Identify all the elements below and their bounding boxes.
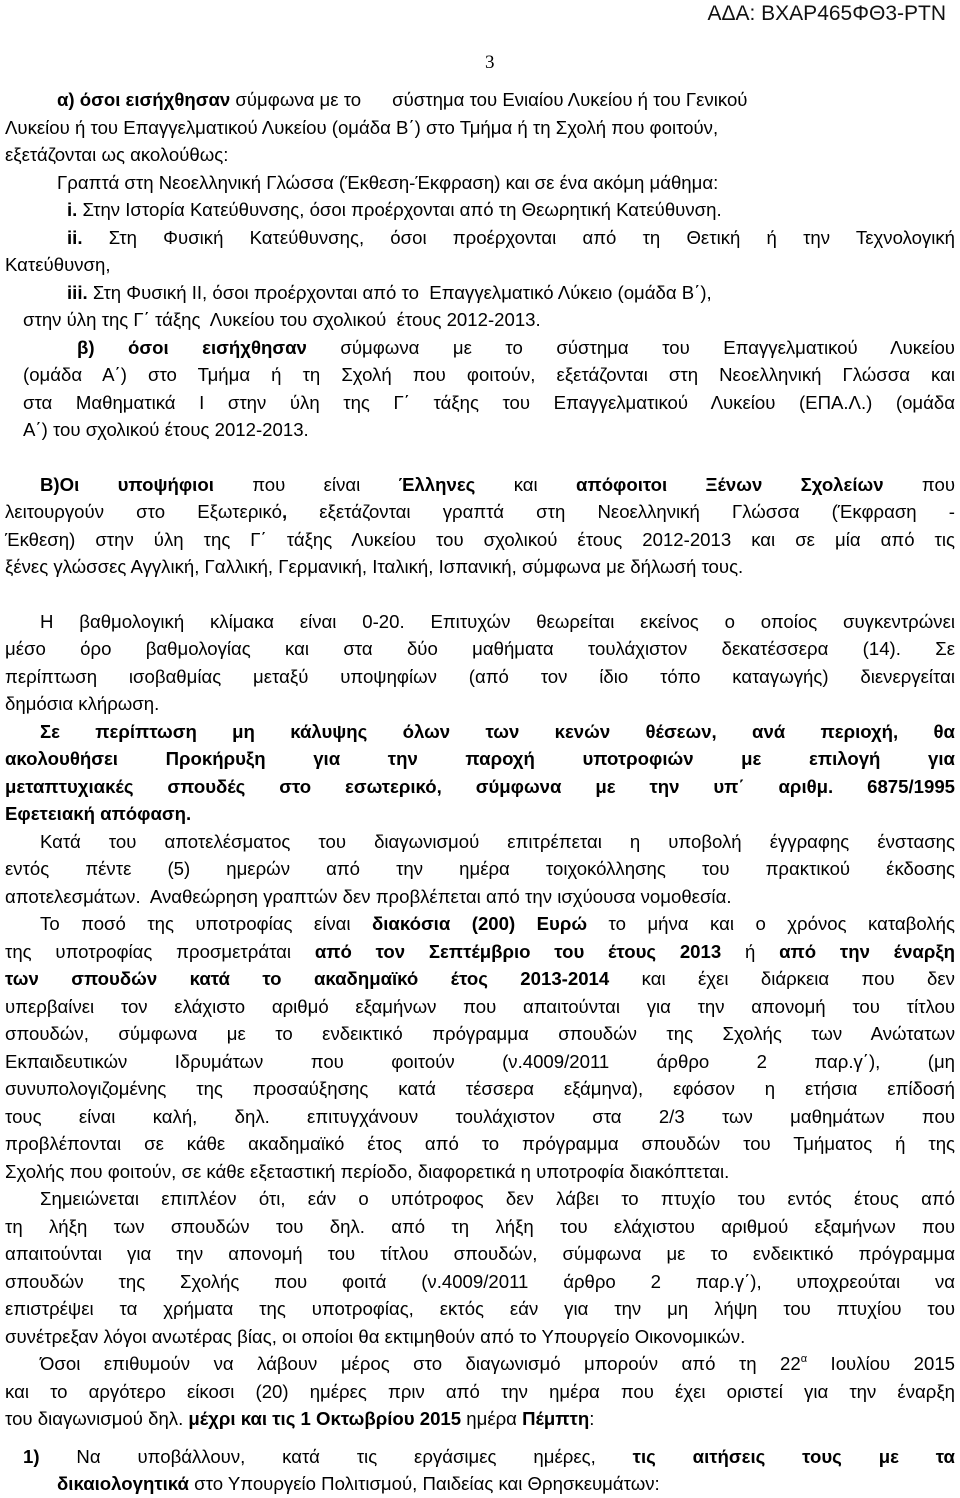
document-body: [5, 86, 955, 1498]
amount-line-5: σπουδών, σύμφωνα με το ενδεικτικό πρόγραμμα σπουδών της Σχολής των Ανώτατων: [5, 1023, 955, 1044]
text-bold: Έλληνες: [398, 473, 476, 495]
text-bold: Β)Οι υποψήφιοι: [40, 473, 214, 495]
section-b-line-1: [5, 334, 955, 362]
text: και: [475, 473, 577, 495]
text-bold: από τον Σεπτέμβριο του έτους 2013: [314, 940, 722, 962]
text: Στην Ιστορία Κατεύθυνσης, όσοι προέρχονται από τη Θεωρητική Κατεύθυνση.: [77, 199, 722, 220]
amount-line-3: [5, 965, 955, 993]
objection-line-1: Κατά του αποτελέσματος του διαγωνισμού επιτρέπεται η υποβολή έγγραφης ένστασης: [40, 830, 955, 852]
amount-line-4: υπερβαίνει τον ελάχιστο αριθμό εξαμήνων που απαιτούνται για την απονομή του τίτλου: [5, 995, 955, 1017]
grading-line-2: μέσο όρο βαθμολογίας και στα δύο μαθήματα τουλάχιστον δεκατέσσερα (14). Σε: [5, 638, 955, 659]
text: εξετάζονται γραπτά στη Νεοελληνική Γλώσσα (Έκφραση -: [287, 501, 956, 522]
note-line-6: συνέτρεξαν λόγοι ανωτέρας βίας, οι οποίοι θα εκτιμηθούν από το Υπουργείο Οικονομικών.: [5, 1325, 746, 1347]
text: και έχει διάρκεια που δεν: [609, 968, 955, 989]
deadline-line-2: και το αργότερο είκοσι (20) ημέρες πριν από την ημέρα που έχει οριστεί για την έναρξη: [5, 1380, 955, 1402]
text: το μήνα και ο χρόνος καταβολής: [587, 913, 955, 934]
list-num: iii.: [67, 281, 88, 303]
text-bold: Πέμπτη: [522, 1408, 590, 1429]
spacer: [5, 581, 955, 608]
text: που είναι: [213, 473, 399, 495]
ada-header: ΑΔΑ: ΒΧΑΡ465ΦΘ3-ΡΤΝ: [707, 2, 946, 25]
section-B-line-4: ξένες γλώσσες Αγγλική, Γαλλική, Γερμανική, Ιταλική, Ισπανική, σύμφωνα με δήλωσή τους.: [5, 556, 744, 577]
text: στο Υπουργείο Πολιτισμού, Παιδείας και Θρησκευμάτων:: [188, 1473, 660, 1494]
amount-line-1: [5, 910, 955, 938]
text: που: [883, 473, 956, 495]
list-item-iii-cont: στην ύλη της Γ΄ τάξης Λυκείου του σχολικού έτους 2012-2013.: [23, 309, 541, 330]
vacancies-line-3: μεταπτυχιακές σπουδές στο εσωτερικό, σύμφωνα με την υπ΄ αριθμ. 6875/1995: [5, 775, 955, 797]
section-a-line-3: εξετάζονται ως ακολούθως:: [5, 144, 229, 165]
grading-line-3: περίπτωση ισοβαθμίας μεταξύ υποψηφίων (από τον ίδιο τόπο καταγωγής) διενεργείται: [5, 665, 955, 687]
list-item-iii: [5, 279, 955, 307]
deadline-line-1: [5, 1350, 955, 1378]
list-num: 1): [23, 1445, 40, 1467]
deadline-line-3: [5, 1405, 955, 1433]
objection-line-2: εντός πέντε (5) ημερών από την ημέρα τοιχοκόλλησης του πρακτικού έκδοσης: [5, 858, 955, 879]
list-item-ii: [5, 224, 955, 252]
section-a-line-1: [5, 86, 955, 114]
grading-line-1: Η βαθμολογική κλίμακα είναι 0-20. Επιτυχών θεωρείται εκείνος ο οποίος συγκεντρώνει: [40, 610, 955, 632]
vacancies-line-4: Εφετειακή απόφαση.: [5, 803, 192, 824]
section-b-line-4: Α΄) του σχολικού έτους 2012-2013.: [23, 419, 309, 440]
item-1-line-2: [5, 1470, 955, 1498]
list-num: ii.: [67, 226, 83, 248]
note-line-5: επιστρέψει τα χρήματα της υποτροφίας, εκτός εάν για την μη λήψη του πτυχίου του: [5, 1298, 955, 1319]
text: Ιουλίου 2015: [807, 1353, 955, 1374]
text: ημέρα: [461, 1408, 523, 1429]
objection-line-3: αποτελεσμάτων. Αναθεώρηση γραπτών δεν προβλέπεται από την ισχύουσα νομοθεσία.: [5, 885, 732, 907]
spacer: [5, 1433, 955, 1443]
grading-line-4: δημόσια κλήρωση.: [5, 693, 160, 714]
note-line-1: Σημειώνεται επιπλέον ότι, εάν ο υπότροφος δεν λάβει το πτυχίο του εντός έτους από: [40, 1188, 955, 1209]
text-bold: διακόσια (200) Ευρώ: [371, 913, 588, 934]
spacer: [5, 444, 955, 471]
text: ή: [721, 940, 780, 962]
list-item-ii-cont: Κατεύθυνση,: [5, 254, 111, 275]
text-bold: απόφοιτοι Ξένων Σχολείων: [576, 473, 884, 495]
text: σύμφωνα με το σύστημα του Ενιαίου Λυκείου ή του Γενικού: [230, 89, 748, 110]
amount-line-2: [5, 938, 955, 966]
text: του διαγωνισμού δηλ.: [5, 1408, 189, 1429]
text: της υποτροφίας προσμετράται: [5, 940, 315, 962]
vacancies-line-2: ακολουθήσει Προκήρυξη για την παροχή υποτροφιών με επιλογή για: [5, 748, 955, 769]
amount-line-7: συνυπολογιζομένης της προσαύξησης κατά τέσσερα εξάμηνα), εφόσον η ετήσια επίδοσή: [5, 1078, 955, 1099]
page-number: 3: [485, 52, 495, 73]
section-b-line-3: στα Μαθηματικά Ι στην ύλη της Γ΄ τάξης του Επαγγελματικού Λυκείου (ΕΠΑ.Λ.) (ομάδα: [23, 391, 955, 413]
amount-line-10: Σχολής που φοιτούν, σε κάθε εξεταστική περίοδο, διαφορετικά η υποτροφία διακόπτεται.: [5, 1160, 730, 1182]
text-bold: των σπουδών κατά το ακαδημαϊκό έτος 2013-2014: [5, 968, 610, 989]
section-a-line-4: Γραπτά στη Νεοελληνική Γλώσσα (Έκθεση-Έκφραση) και σε ένα ακόμη μάθημα:: [57, 171, 719, 193]
section-a-label: α) όσοι εισήχθησαν: [57, 89, 231, 110]
vacancies-line-1: Σε περίπτωση μη κάλυψης όλων των κενών θέσεων, ανά περιοχή, θα: [40, 720, 955, 742]
text: Όσοι επιθυμούν να λάβουν μέρος στο διαγωνισμό μπορούν από τη 22: [40, 1353, 801, 1374]
list-num: i.: [67, 199, 78, 220]
section-B-line-2: [5, 498, 955, 526]
item-1-line-1: [5, 1443, 955, 1471]
superscript: α: [800, 1353, 808, 1365]
text-bold: τις αιτήσεις τους με τα: [632, 1445, 955, 1467]
text-bold: δικαιολογητικά: [57, 1473, 189, 1494]
text: :: [589, 1408, 595, 1429]
text-bold: μέχρι και τις 1 Οκτωβρίου 2015: [188, 1408, 462, 1429]
note-line-4: σπουδών της Σχολής που φοιτά (ν.4009/2011 άρθρο 2 παρ.γ΄), υποχρεούται να: [5, 1270, 955, 1292]
section-b-label: β) όσοι εισήχθησαν: [77, 336, 307, 358]
note-line-2: τη λήξη των σπουδών του δηλ. από τη λήξη του ελάχιστου αριθμού εξαμήνων που: [5, 1215, 955, 1237]
text: Στη Φυσική ΙΙ, όσοι προέρχονται από το Επαγγελματικό Λύκειο (ομάδα Β΄),: [87, 281, 712, 303]
text-bold: ,: [281, 501, 288, 522]
section-B-line-3: Έκθεση) στην ύλη της Γ΄ τάξης Λυκείου του σχολικού έτους 2012-2013 και σε μία από τις: [5, 528, 955, 550]
text: Στη Φυσική Κατεύθυνσης, όσοι προέρχονται από τη Θετική ή την Τεχνολογική: [82, 226, 955, 248]
section-B-line-1: [5, 471, 955, 499]
text: σύμφωνα με το σύστημα του Επαγγελματικού Λυκείου: [306, 336, 955, 358]
text: Να υποβάλλουν, κατά τις εργάσιμες ημέρες,: [39, 1445, 633, 1467]
text-bold: από την έναρξη: [779, 940, 955, 962]
amount-line-6: Εκπαιδευτικών Ιδρυμάτων που φοιτούν (ν.4009/2011 άρθρο 2 παρ.γ΄), (μη: [5, 1050, 955, 1072]
amount-line-8: τους είναι καλή, δηλ. επιτυγχάνουν τουλάχιστον στα 2/3 των μαθημάτων που: [5, 1105, 955, 1127]
note-line-3: απαιτούνται για την απονομή του τίτλου σπουδών, σύμφωνα με το ενδεικτικό πρόγραμμα: [5, 1243, 955, 1264]
text: λειτουργούν στο Εξωτερικό: [5, 501, 282, 522]
amount-line-9: προβλέπονται σε κάθε ακαδημαϊκό έτος από το πρόγραμμα σπουδών του Τμήματος ή της: [5, 1133, 955, 1154]
section-b-line-2: (ομάδα Α΄) στο Τμήμα ή τη Σχολή που φοιτούν, εξετάζονται στη Νεοελληνική Γλώσσα και: [23, 364, 955, 385]
list-item-i: [5, 196, 955, 224]
text: Το ποσό της υποτροφίας είναι: [40, 913, 372, 934]
section-a-line-2: Λυκείου ή του Επαγγελματικού Λυκείου (ομάδα Β΄) στο Τμήμα ή τη Σχολή που φοιτούν,: [5, 116, 719, 138]
